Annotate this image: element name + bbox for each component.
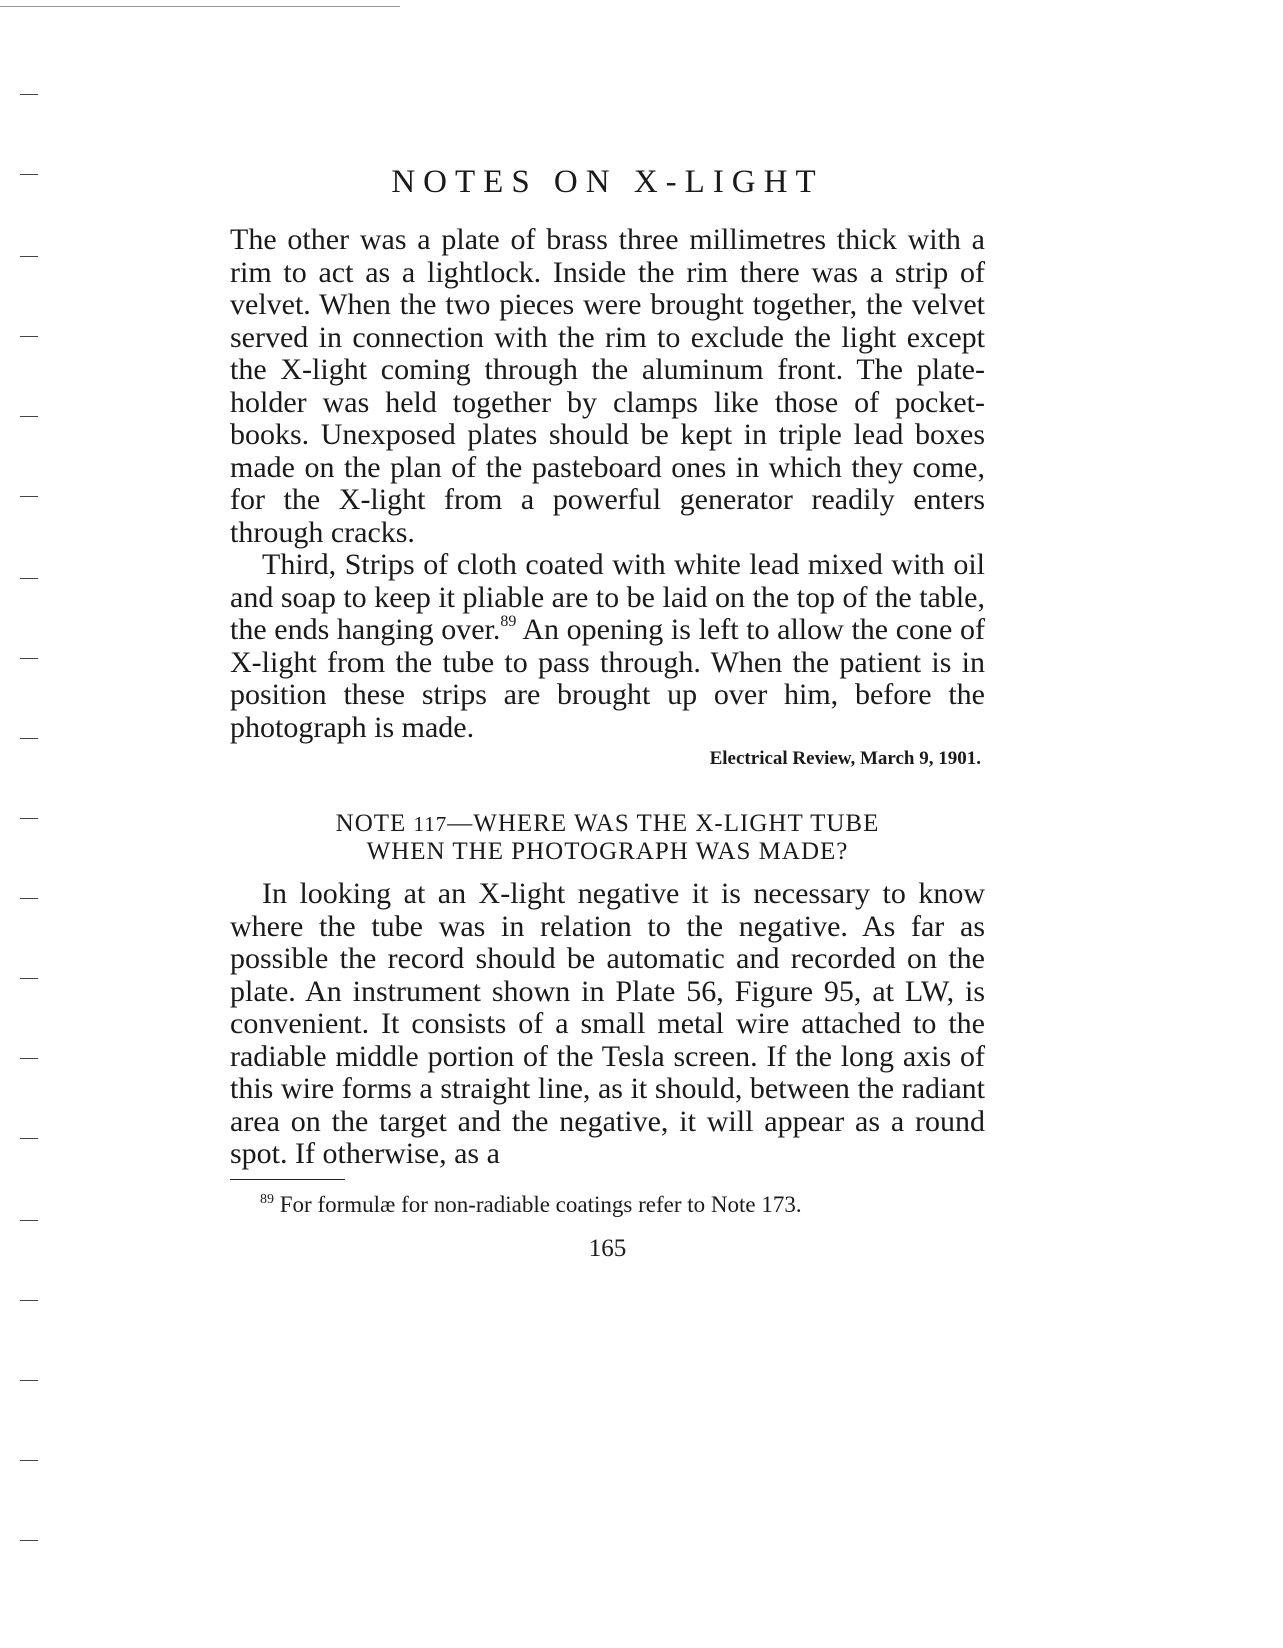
page-number: 165 bbox=[588, 1234, 627, 1262]
margin-tick bbox=[20, 336, 38, 337]
source-citation: Electrical Review, March 9, 1901. bbox=[709, 748, 981, 769]
margin-tick bbox=[20, 94, 38, 95]
scan-edge-rule bbox=[0, 6, 400, 7]
margin-tick bbox=[20, 578, 38, 579]
margin-tick bbox=[20, 1460, 38, 1461]
note-number: 117 bbox=[413, 812, 448, 836]
running-head: NOTES ON X-LIGHT bbox=[391, 164, 824, 200]
margin-tick bbox=[20, 658, 38, 659]
note-title-line2: WHEN THE PHOTOGRAPH WAS MADE? bbox=[366, 838, 849, 865]
footnote-marker: 89 bbox=[260, 1191, 274, 1207]
continuation-paragraph: The other was a plate of brass three millimetres thick with a rim to act as a lightlock. Inside the rim there was a strip of velvet. When the two pieces were brought together, the velvet served in connection with the rim to exclude the light except the X-light coming through the aluminum front. The plate-holder was held together by clamps like those of pocket-books. Unexposed plates should be kept in triple lead boxes made on the plan of the pasteboard ones in which they come, for the X-light from a powerful generator readily enters through cracks. bbox=[230, 223, 985, 549]
footnote-rule bbox=[230, 1179, 345, 1180]
third-paragraph-text-cont: An opening is left to allow the cone of X-light from the tube to pass through. When the patient is in position these strips are brought up over him, before the photograph is made. bbox=[230, 613, 985, 744]
footnote-text: For formulæ for non-radiable coatings refer to Note 173. bbox=[274, 1191, 802, 1217]
third-paragraph-text: Third, Strips of cloth coated with white lead mixed with oil and soap to keep it pliable are to be laid on the top of the table, the ends hanging over. bbox=[230, 548, 985, 646]
margin-tick bbox=[20, 416, 38, 417]
margin-tick bbox=[20, 818, 38, 819]
note-heading-line1 bbox=[230, 810, 985, 838]
margin-tick bbox=[20, 1138, 38, 1139]
margin-tick bbox=[20, 978, 38, 979]
margin-tick bbox=[20, 1300, 38, 1301]
margin-tick bbox=[20, 496, 38, 497]
margin-tick bbox=[20, 174, 38, 175]
note-title-line1: —WHERE WAS THE X-LIGHT TUBE bbox=[447, 810, 880, 837]
third-paragraph bbox=[230, 549, 985, 744]
footnote bbox=[230, 1190, 985, 1219]
margin-tick bbox=[20, 1220, 38, 1221]
note-label: NOTE bbox=[335, 810, 414, 837]
note-paragraph: In looking at an X-light negative it is necessary to know where the tube was in relation to the negative. As far as possible the record should be automatic and recorded on the plate. An instrument shown in Plate 56, Figure 95, at LW, is convenient. It consists of a small metal wire attached to the radiable middle portion of the Tesla screen. If the long axis of this wire forms a straight line, as it should, between the radiant area on the target and the negative, it will appear as a round spot. If otherwise, as a bbox=[230, 877, 985, 1170]
margin-tick bbox=[20, 738, 38, 739]
note-heading bbox=[230, 810, 985, 866]
margin-tick bbox=[20, 1380, 38, 1381]
margin-tick bbox=[20, 256, 38, 257]
margin-tick bbox=[20, 1058, 38, 1059]
margin-tick bbox=[20, 898, 38, 899]
footnote-reference[interactable]: 89 bbox=[500, 613, 517, 630]
text-column bbox=[230, 224, 985, 1263]
margin-tick-marks bbox=[20, 0, 40, 1648]
margin-tick bbox=[20, 1540, 38, 1541]
